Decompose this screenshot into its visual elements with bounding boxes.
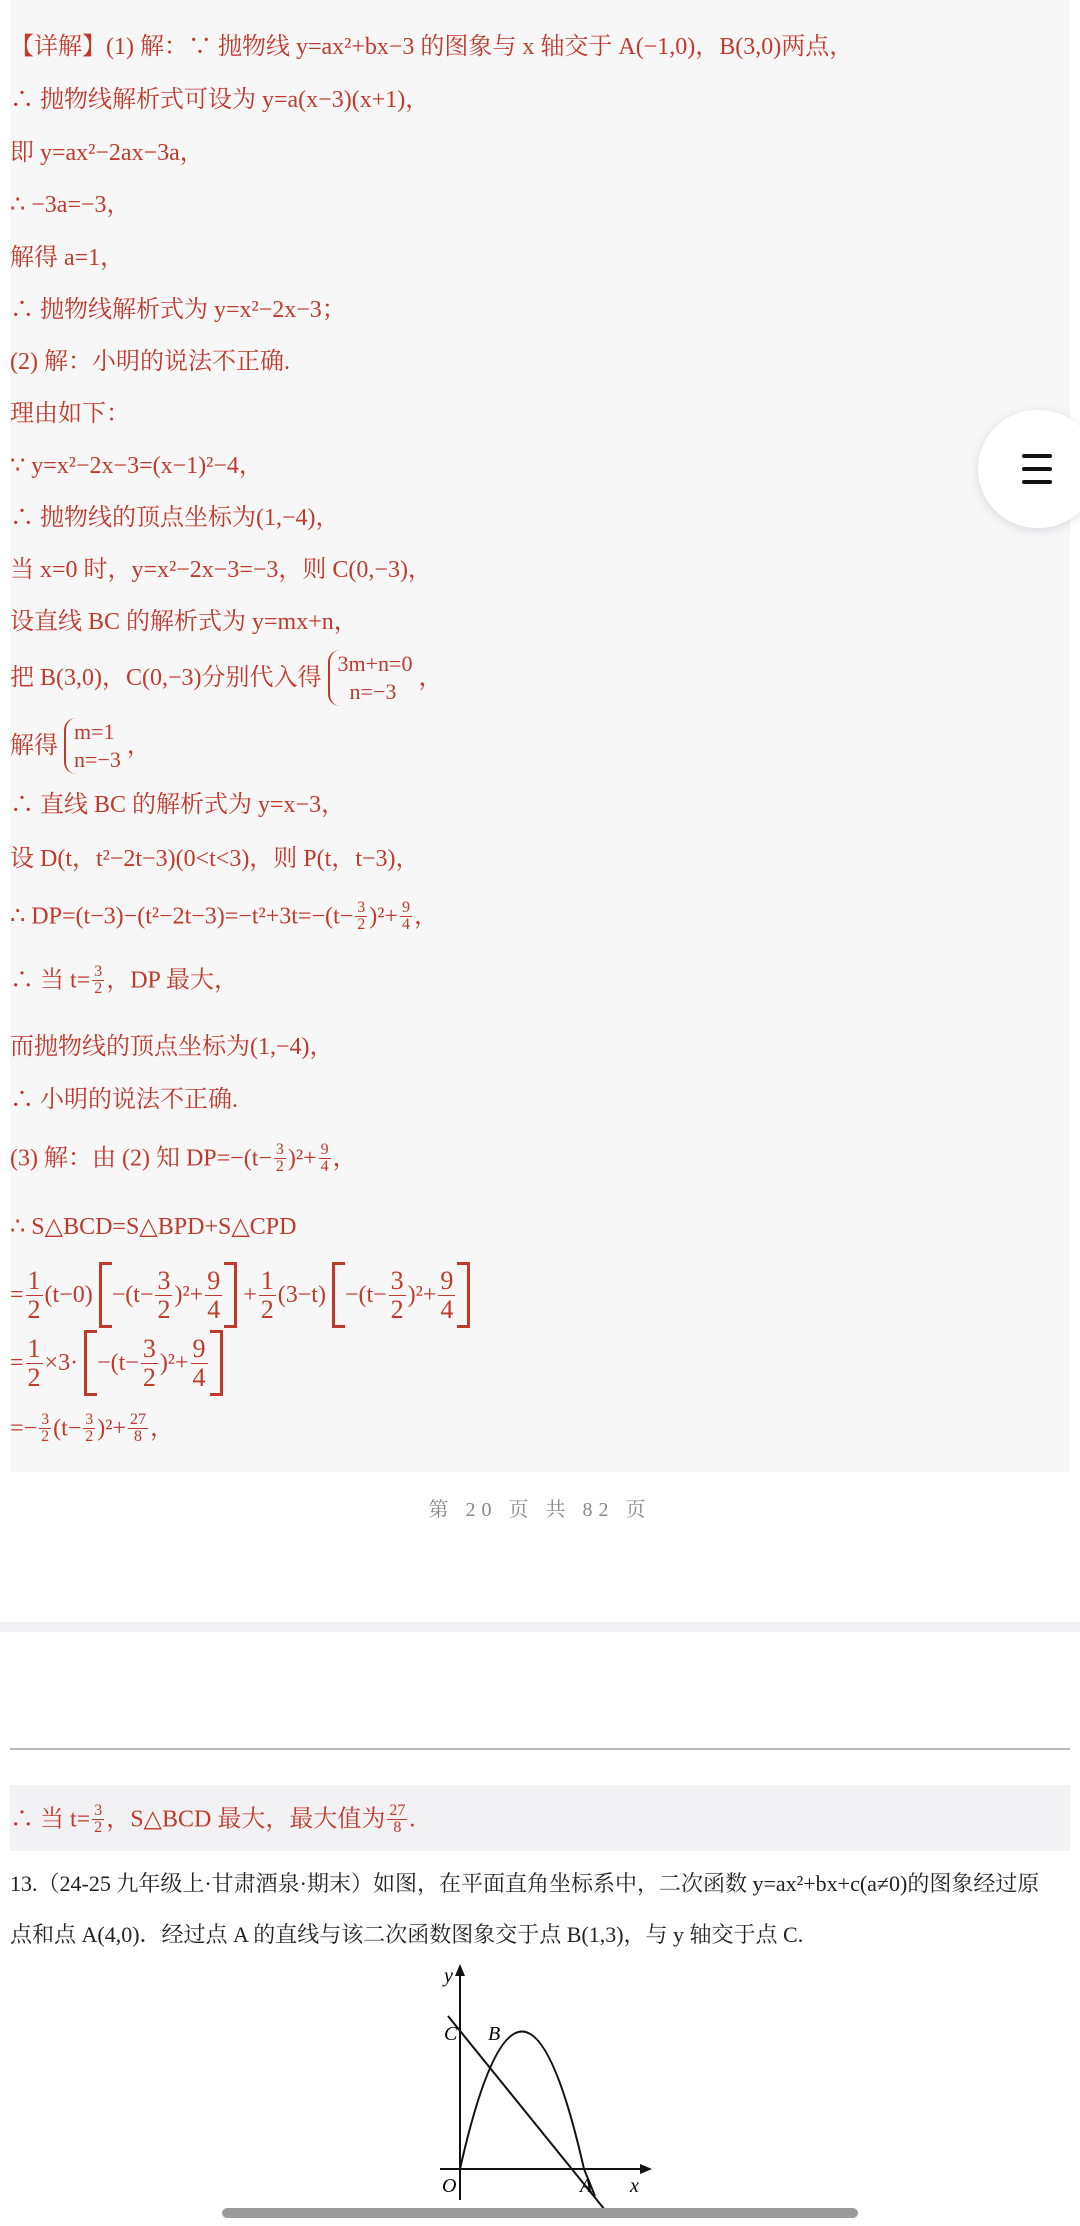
- page-divider: [10, 1748, 1070, 1750]
- point-b-label: B: [488, 2023, 501, 2045]
- solution-line-19: 而抛物线的顶点坐标为(1,−4)，: [10, 1034, 334, 1060]
- solution-line-7: (2) 解：小明的说法不正确.: [10, 349, 290, 375]
- solution-line-20: ∴ 小明的说法不正确.: [10, 1087, 238, 1113]
- page-number: 第 20 页 共 82 页: [428, 1499, 652, 1521]
- x-axis-arrow-icon: [640, 2164, 652, 2174]
- x-label: x: [630, 2175, 639, 2197]
- solution-line-5: 解得 a=1，: [10, 245, 125, 271]
- solution-line-21: (3) 解：由 (2) 知 DP=−(t− $\frac{3}{2}$ )²+ $\frac{9}{4}$ ，: [10, 1140, 357, 1175]
- solution-line-3: 即 y=ax²−2ax−3a，: [10, 140, 204, 166]
- conclusion-box: [10, 1785, 1070, 1851]
- solution-line-9: ∵ y=x²−2x−3=(x−1)²−4，: [10, 453, 263, 479]
- y-label: y: [444, 1965, 453, 1987]
- solution-line-8: 理由如下：: [10, 401, 130, 427]
- solution-line-24: = $\frac{1}{2}$ ×3· −(t− $\frac{3}{2}$ )²+ $\frac{9}{4}$: [10, 1330, 223, 1396]
- solution-line-1: 【详解】(1) 解：∵ 抛物线 y=ax²+bx−3 的图象与 x 轴交于 A(−1,0)，B(3,0)两点，: [10, 34, 854, 60]
- home-indicator[interactable]: [222, 2208, 858, 2218]
- solution-line-15: ∴ 直线 BC 的解析式为 y=x−3，: [10, 792, 346, 818]
- solution-line-17: ∴ DP=(t−3)−(t²−2t−3)=−t²+3t=−(t− $\frac{3}{2}$ )²+ $\frac{9}{4}$ ，: [10, 898, 438, 933]
- solution-line-10: ∴ 抛物线的顶点坐标为(1,−4)，: [10, 505, 340, 531]
- problem-13-line-1: 13.（24-25 九年级上·甘肃酒泉·期末）如图，在平面直角坐标系中，二次函数 y=ax²+bx+c(a≠0)的图象经过原: [10, 1871, 1040, 1896]
- solution-line-18: ∴ 当 t= $\frac{3}{2}$ ，DP 最大，: [10, 962, 238, 997]
- solution-line-2: ∴ 抛物线解析式可设为 y=a(x−3)(x+1)，: [10, 87, 430, 113]
- equation-system: 3m+n=0 n=−3: [328, 650, 413, 706]
- solution-line-14: 解得 m=1 n=−3 ，: [10, 719, 151, 772]
- solution-line-6: ∴ 抛物线解析式为 y=x²−2x−3；: [10, 297, 346, 323]
- problem-figure: [420, 1960, 660, 2210]
- solution-line-13: 把 B(3,0)，C(0,−3)分别代入得 3m+n=0 n=−3 ，: [10, 651, 443, 704]
- point-c-label: C: [444, 2023, 458, 2045]
- solution-line-12: 设直线 BC 的解析式为 y=mx+n，: [10, 609, 358, 635]
- problem-13-line-2: 点和点 A(4,0)．经过点 A 的直线与该二次函数图象交于点 B(1,3)，与 y 轴交于点 C.: [10, 1922, 804, 1947]
- solution-line-25: =− $\frac{3}{2}$ (t− $\frac{3}{2}$ )²+ $\frac{27}{8}$ ，: [10, 1410, 175, 1445]
- solution-line-4: ∴ −3a=−3，: [10, 192, 131, 218]
- solution-page: [10, 0, 1070, 1472]
- origin-label: O: [442, 2175, 457, 2197]
- solution-line-22: ∴ S△BCD=S△BPD+S△CPD: [10, 1214, 297, 1240]
- equation-system-solution: m=1 n=−3: [64, 718, 121, 774]
- conclusion-line: ∴ 当 t= $\frac{3}{2}$ ，S△BCD 最大，最大值为 $\frac{27}{8}$ .: [10, 1801, 416, 1836]
- y-axis-arrow-icon: [455, 1964, 465, 1976]
- solution-line-16: 设 D(t，t²−2t−3)(0<t<3)，则 P(t，t−3)，: [10, 846, 420, 872]
- solution-line-23: = $\frac{1}{2}$ (t−0) −(t− $\frac{3}{2}$ )²+ $\frac{9}{4}$ + $\frac{1}{2}$ (3−t) −(t− $\frac{3}{2}$ )²+ $\frac{9}{4}$: [10, 1262, 470, 1328]
- page-gap: [0, 1622, 1080, 1632]
- solution-line-11: 当 x=0 时，y=x²−2x−3=−3，则 C(0,−3)，: [10, 557, 432, 583]
- point-a-label: A: [580, 2175, 593, 2197]
